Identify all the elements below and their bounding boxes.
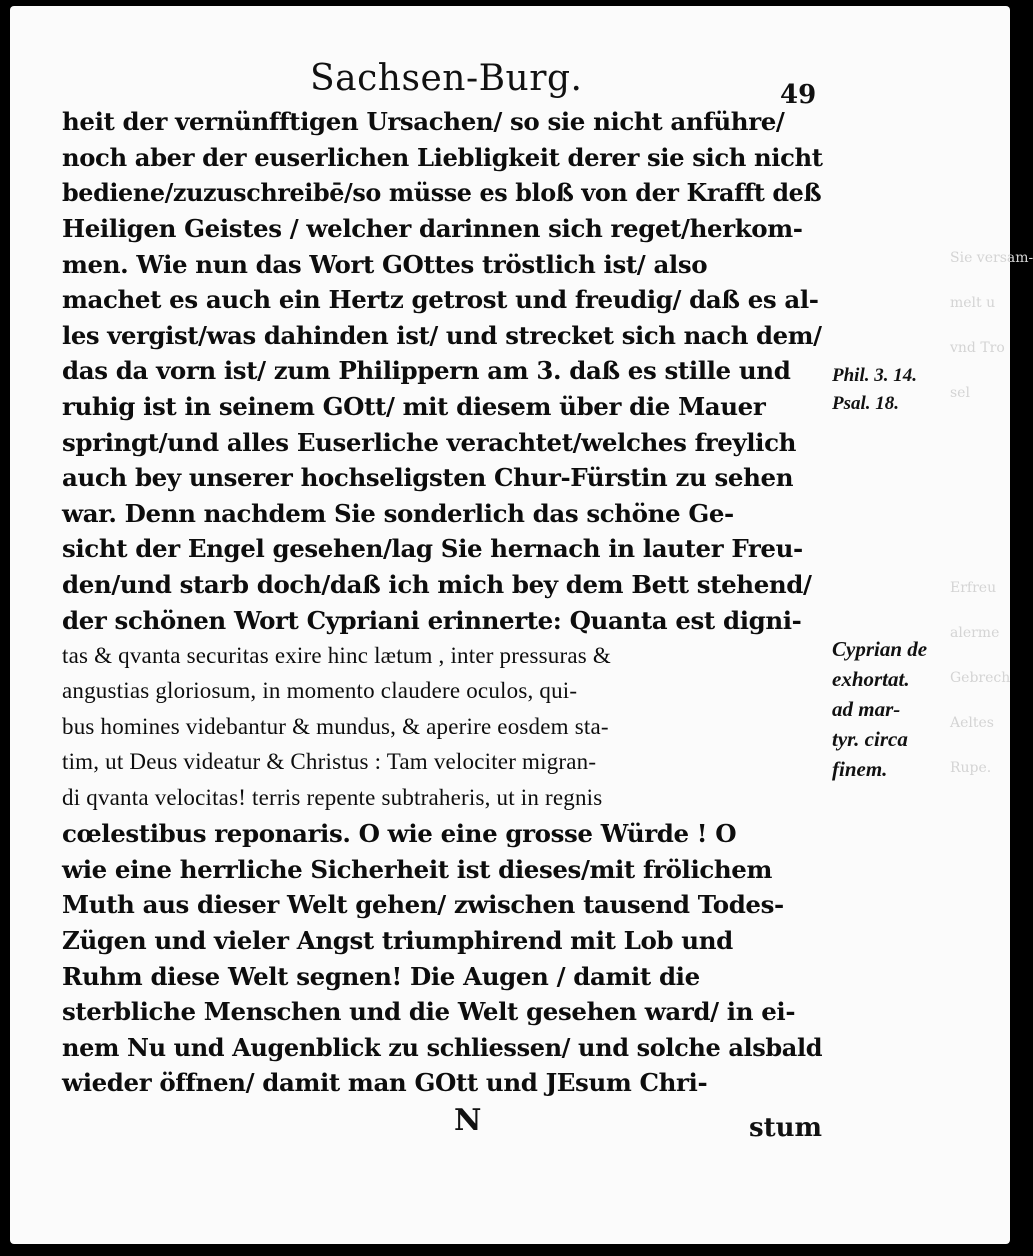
line-text: das da vorn ist/ zum Philippern am 3. daß es stille und xyxy=(62,356,791,386)
line-text: tim, ut Deus videatur & Christus : Tam velociter migran- xyxy=(62,749,597,775)
margin-note-cyprian xyxy=(832,634,927,784)
line-text: war. Denn nachdem Sie sonderlich das schöne Ge- xyxy=(62,498,734,528)
bleed-line: alerme xyxy=(950,625,1000,641)
line-text: angustias gloriosum, in momento claudere oculos, qui- xyxy=(62,678,578,704)
line-text: wie eine herrliche Sicherheit ist dieses/mit frölichem xyxy=(62,854,773,884)
line-text: bediene/zuzuschreibē/so müsse es bloß von der Krafft deß xyxy=(62,178,822,208)
text-line xyxy=(62,567,822,603)
bleed-line: Gebrech xyxy=(950,670,1011,686)
line-text: Ruhm diese Welt segnen! Die Augen / damit die xyxy=(62,961,700,991)
line-text: ruhig ist in seinem GOtt/ mit diesem über die Mauer xyxy=(62,392,766,422)
margin-note-line: Phil. 3. 14. xyxy=(832,365,917,386)
margin-note-line: finem. xyxy=(832,757,888,781)
text-line xyxy=(62,140,822,176)
latin-line xyxy=(62,709,822,745)
text-line xyxy=(62,994,822,1030)
bleed-line: melt u xyxy=(950,295,996,311)
line-text: machet es auch ein Hertz getrost und freudig/ daß es al- xyxy=(62,285,819,315)
page-header xyxy=(10,58,1010,108)
bleed-line: vnd Tro xyxy=(950,340,1005,356)
bleed-line: Sie versam- xyxy=(950,250,1033,266)
line-text: les vergist/was dahinden ist/ und strecket sich nach dem/ xyxy=(62,320,822,350)
line-text: Muth aus dieser Welt gehen/ zwischen tausend Todes- xyxy=(62,890,784,920)
text-line xyxy=(62,104,822,140)
line-text: bus homines videbantur & mundus, & aperire eosdem sta- xyxy=(62,713,609,739)
margin-note-line: exhortat. xyxy=(832,667,910,691)
text-line xyxy=(62,816,822,852)
text-line xyxy=(62,851,822,887)
line-text: di qvanta velocitas! terris repente subtraheris, ut in regnis xyxy=(62,785,603,811)
line-text: men. Wie nun das Wort GOttes tröstlich ist/ also xyxy=(62,249,708,279)
text-line xyxy=(62,353,822,389)
latin-line xyxy=(62,745,822,781)
text-line xyxy=(62,211,822,247)
bleed-line: Aeltes xyxy=(950,715,994,731)
text-line xyxy=(62,460,822,496)
line-text: tas & qvanta securitas exire hinc lætum , inter pressuras & xyxy=(62,642,611,668)
text-line xyxy=(62,1029,822,1065)
page-footer xyxy=(62,1101,822,1151)
bleed-through-text xyxy=(950,221,1033,806)
catchword: stum xyxy=(748,1112,822,1143)
margin-note-scripture xyxy=(832,362,917,418)
margin-note-line: ad mar- xyxy=(832,697,901,721)
running-head: Sachsen-Burg. xyxy=(310,58,583,99)
line-text: sicht der Engel gesehen/lag Sie hernach in lauter Freu- xyxy=(62,534,803,564)
line-text: den/und starb doch/daß ich mich bey dem Bett stehend/ xyxy=(62,570,812,600)
text-line xyxy=(62,282,822,318)
text-line xyxy=(62,175,822,211)
page-number: 49 xyxy=(780,80,817,110)
text-line xyxy=(62,531,822,567)
line-text: Heiligen Geistes / welcher darinnen sich reget/herkom- xyxy=(62,214,803,244)
text-line xyxy=(62,923,822,959)
text-line xyxy=(62,318,822,354)
latin-line xyxy=(62,674,822,710)
text-line xyxy=(62,1065,822,1101)
line-text: Zügen und vieler Angst triumphirend mit Lob und xyxy=(62,925,733,955)
margin-note-line: tyr. circa xyxy=(832,727,908,751)
text-line xyxy=(62,389,822,425)
line-text: noch aber der euserlichen Liebligkeit derer sie sich nicht xyxy=(62,142,823,172)
latin-line xyxy=(62,780,822,816)
bleed-line: sel xyxy=(950,385,970,401)
margin-note-line: Psal. 18. xyxy=(832,393,900,414)
line-text: heit der vernünfftigen Ursachen/ so sie nicht anführe/ xyxy=(62,107,785,137)
text-line xyxy=(62,496,822,532)
line-text: cœlestibus reponaris. O wie eine grosse Würde ! O xyxy=(62,819,737,849)
text-line xyxy=(62,887,822,923)
bleed-line: Erfreu xyxy=(950,580,997,596)
text-line xyxy=(62,424,822,460)
line-text: sterbliche Menschen und die Welt gesehen ward/ in ei- xyxy=(62,997,796,1027)
latin-line xyxy=(62,638,822,674)
line-text: auch bey unserer hochseligsten Chur-Fürstin zu sehen xyxy=(62,463,794,493)
bleed-line: Rupe. xyxy=(950,760,992,776)
line-text: springt/und alles Euserliche verachtet/welches freylich xyxy=(62,427,797,457)
line-text: nem Nu und Augenblick zu schliessen/ und solche alsbald xyxy=(62,1032,823,1062)
book-page xyxy=(10,6,1033,1244)
body-text xyxy=(62,104,822,1151)
text-line xyxy=(62,246,822,282)
margin-note-line: Cyprian de xyxy=(832,637,928,661)
line-text: der schönen Wort Cypriani erinnerte: Quanta est digni- xyxy=(62,605,802,635)
line-text: wieder öffnen/ damit man GOtt und JEsum Chri- xyxy=(62,1068,708,1098)
text-line xyxy=(62,602,822,638)
text-line xyxy=(62,958,822,994)
signature-mark: N xyxy=(454,1102,482,1138)
